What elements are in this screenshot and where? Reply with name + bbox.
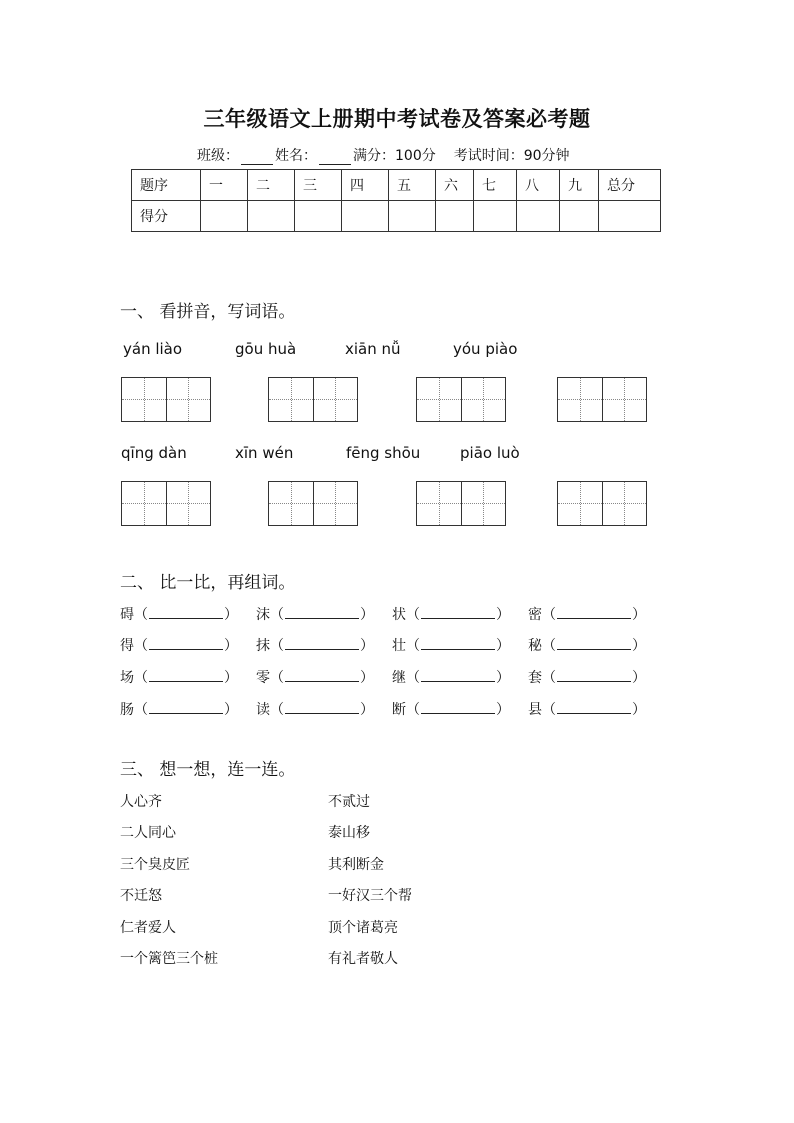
answer-blank[interactable] [149, 605, 223, 619]
score-table-header-row [132, 170, 661, 201]
compare-item: 场（ ） [120, 670, 238, 686]
section3-heading: 三、 想一想，连一连。 [120, 760, 296, 780]
match-right-item[interactable]: 一好汉三个帮 [328, 888, 412, 904]
compare-char: 县 [528, 702, 542, 718]
compare-item: 继（ ） [392, 670, 510, 686]
answer-blank[interactable] [421, 605, 495, 619]
compare-item: 抹（ ） [256, 638, 374, 654]
answer-blank[interactable] [557, 700, 631, 714]
exam-meta [197, 145, 570, 165]
compare-item: 断（ ） [392, 702, 510, 718]
answer-blank[interactable] [421, 700, 495, 714]
answer-blank[interactable] [285, 636, 359, 650]
answer-blank[interactable] [285, 605, 359, 619]
score-cell[interactable] [560, 201, 599, 232]
score-cell[interactable] [517, 201, 560, 232]
score-header-cell: 一 [201, 170, 248, 201]
writing-box[interactable] [416, 481, 506, 526]
answer-blank[interactable] [149, 636, 223, 650]
compare-item: 零（ ） [256, 670, 374, 686]
score-header-cell: 八 [517, 170, 560, 201]
compare-char: 零 [256, 670, 270, 686]
compare-char: 继 [392, 670, 406, 686]
score-header-cell: 五 [389, 170, 436, 201]
pinyin-label: gōu huà [235, 340, 297, 358]
match-right-item[interactable]: 其利断金 [328, 857, 384, 873]
match-left-item[interactable]: 二人同心 [120, 825, 176, 841]
pinyin-label: piāo luò [460, 444, 520, 462]
score-cell[interactable] [474, 201, 517, 232]
compare-item: 套（ ） [528, 670, 646, 686]
answer-blank[interactable] [149, 668, 223, 682]
match-left-item[interactable]: 不迁怒 [120, 888, 162, 904]
answer-blank[interactable] [557, 668, 631, 682]
compare-item: 肠（ ） [120, 702, 238, 718]
answer-blank[interactable] [421, 668, 495, 682]
score-header-cell: 七 [474, 170, 517, 201]
compare-item: 壮（ ） [392, 638, 510, 654]
compare-item: 沫（ ） [256, 607, 374, 623]
pinyin-label: xīn wén [235, 444, 294, 462]
pinyin-label: yóu piào [453, 340, 518, 358]
writing-box[interactable] [268, 377, 358, 422]
compare-item: 得（ ） [120, 638, 238, 654]
compare-item: 碍（ ） [120, 607, 238, 623]
class-label: 班级： [197, 148, 239, 164]
score-header-cell: 六 [436, 170, 474, 201]
score-cell[interactable] [201, 201, 248, 232]
score-table [131, 169, 661, 232]
score-header-cell: 题序 [132, 170, 201, 201]
compare-item: 县（ ） [528, 702, 646, 718]
score-row-label: 得分 [132, 201, 201, 232]
section1-heading: 一、 看拼音，写词语。 [120, 302, 296, 322]
compare-char: 密 [528, 607, 542, 623]
compare-char: 场 [120, 670, 134, 686]
exam-time: 考试时间：90分钟 [453, 148, 570, 164]
writing-box[interactable] [121, 377, 211, 422]
compare-char: 套 [528, 670, 542, 686]
name-label: 姓名： [275, 148, 317, 164]
match-right-item[interactable]: 泰山移 [328, 825, 370, 841]
match-right-item[interactable]: 不贰过 [328, 794, 370, 810]
score-cell[interactable] [389, 201, 436, 232]
compare-item: 状（ ） [392, 607, 510, 623]
compare-item: 密（ ） [528, 607, 646, 623]
writing-box[interactable] [268, 481, 358, 526]
answer-blank[interactable] [285, 668, 359, 682]
compare-char: 秘 [528, 638, 542, 654]
score-cell[interactable] [295, 201, 342, 232]
match-left-item[interactable]: 三个臭皮匠 [120, 857, 190, 873]
answer-blank[interactable] [557, 605, 631, 619]
score-header-cell: 二 [248, 170, 295, 201]
pinyin-label: xiān nǚ [345, 340, 401, 358]
name-blank[interactable] [319, 150, 351, 165]
match-left-item[interactable]: 一个篱笆三个桩 [120, 951, 218, 967]
answer-blank[interactable] [149, 700, 223, 714]
writing-box[interactable] [416, 377, 506, 422]
writing-box[interactable] [557, 377, 647, 422]
writing-box[interactable] [557, 481, 647, 526]
compare-item: 秘（ ） [528, 638, 646, 654]
score-cell[interactable] [436, 201, 474, 232]
answer-blank[interactable] [285, 700, 359, 714]
compare-char: 沫 [256, 607, 270, 623]
match-left-item[interactable]: 人心齐 [120, 794, 162, 810]
answer-blank[interactable] [421, 636, 495, 650]
score-cell[interactable] [248, 201, 295, 232]
score-cell[interactable] [342, 201, 389, 232]
compare-char: 得 [120, 638, 134, 654]
answer-blank[interactable] [557, 636, 631, 650]
score-header-cell: 三 [295, 170, 342, 201]
match-right-item[interactable]: 有礼者敬人 [328, 951, 398, 967]
score-header-cell: 九 [560, 170, 599, 201]
writing-box[interactable] [121, 481, 211, 526]
score-table-score-row [132, 201, 661, 232]
score-header-cell: 四 [342, 170, 389, 201]
compare-char: 碍 [120, 607, 134, 623]
compare-char: 肠 [120, 702, 134, 718]
compare-item: 读（ ） [256, 702, 374, 718]
compare-char: 状 [392, 607, 406, 623]
pinyin-label: fēng shōu [346, 444, 421, 462]
pinyin-label: qīng dàn [121, 444, 187, 462]
score-cell[interactable] [599, 201, 661, 232]
compare-char: 壮 [392, 638, 406, 654]
compare-char: 断 [392, 702, 406, 718]
match-left-item[interactable]: 仁者爱人 [120, 920, 176, 936]
page-title: 三年级语文上册期中考试卷及答案必考题 [203, 106, 591, 131]
match-right-item[interactable]: 顶个诸葛亮 [328, 920, 398, 936]
compare-char: 抹 [256, 638, 270, 654]
full-score: 满分：100分 [353, 148, 436, 164]
pinyin-label: yán liào [123, 340, 183, 358]
section2-heading: 二、 比一比，再组词。 [120, 573, 296, 593]
class-blank[interactable] [241, 150, 273, 165]
score-header-cell: 总分 [599, 170, 661, 201]
compare-char: 读 [256, 702, 270, 718]
